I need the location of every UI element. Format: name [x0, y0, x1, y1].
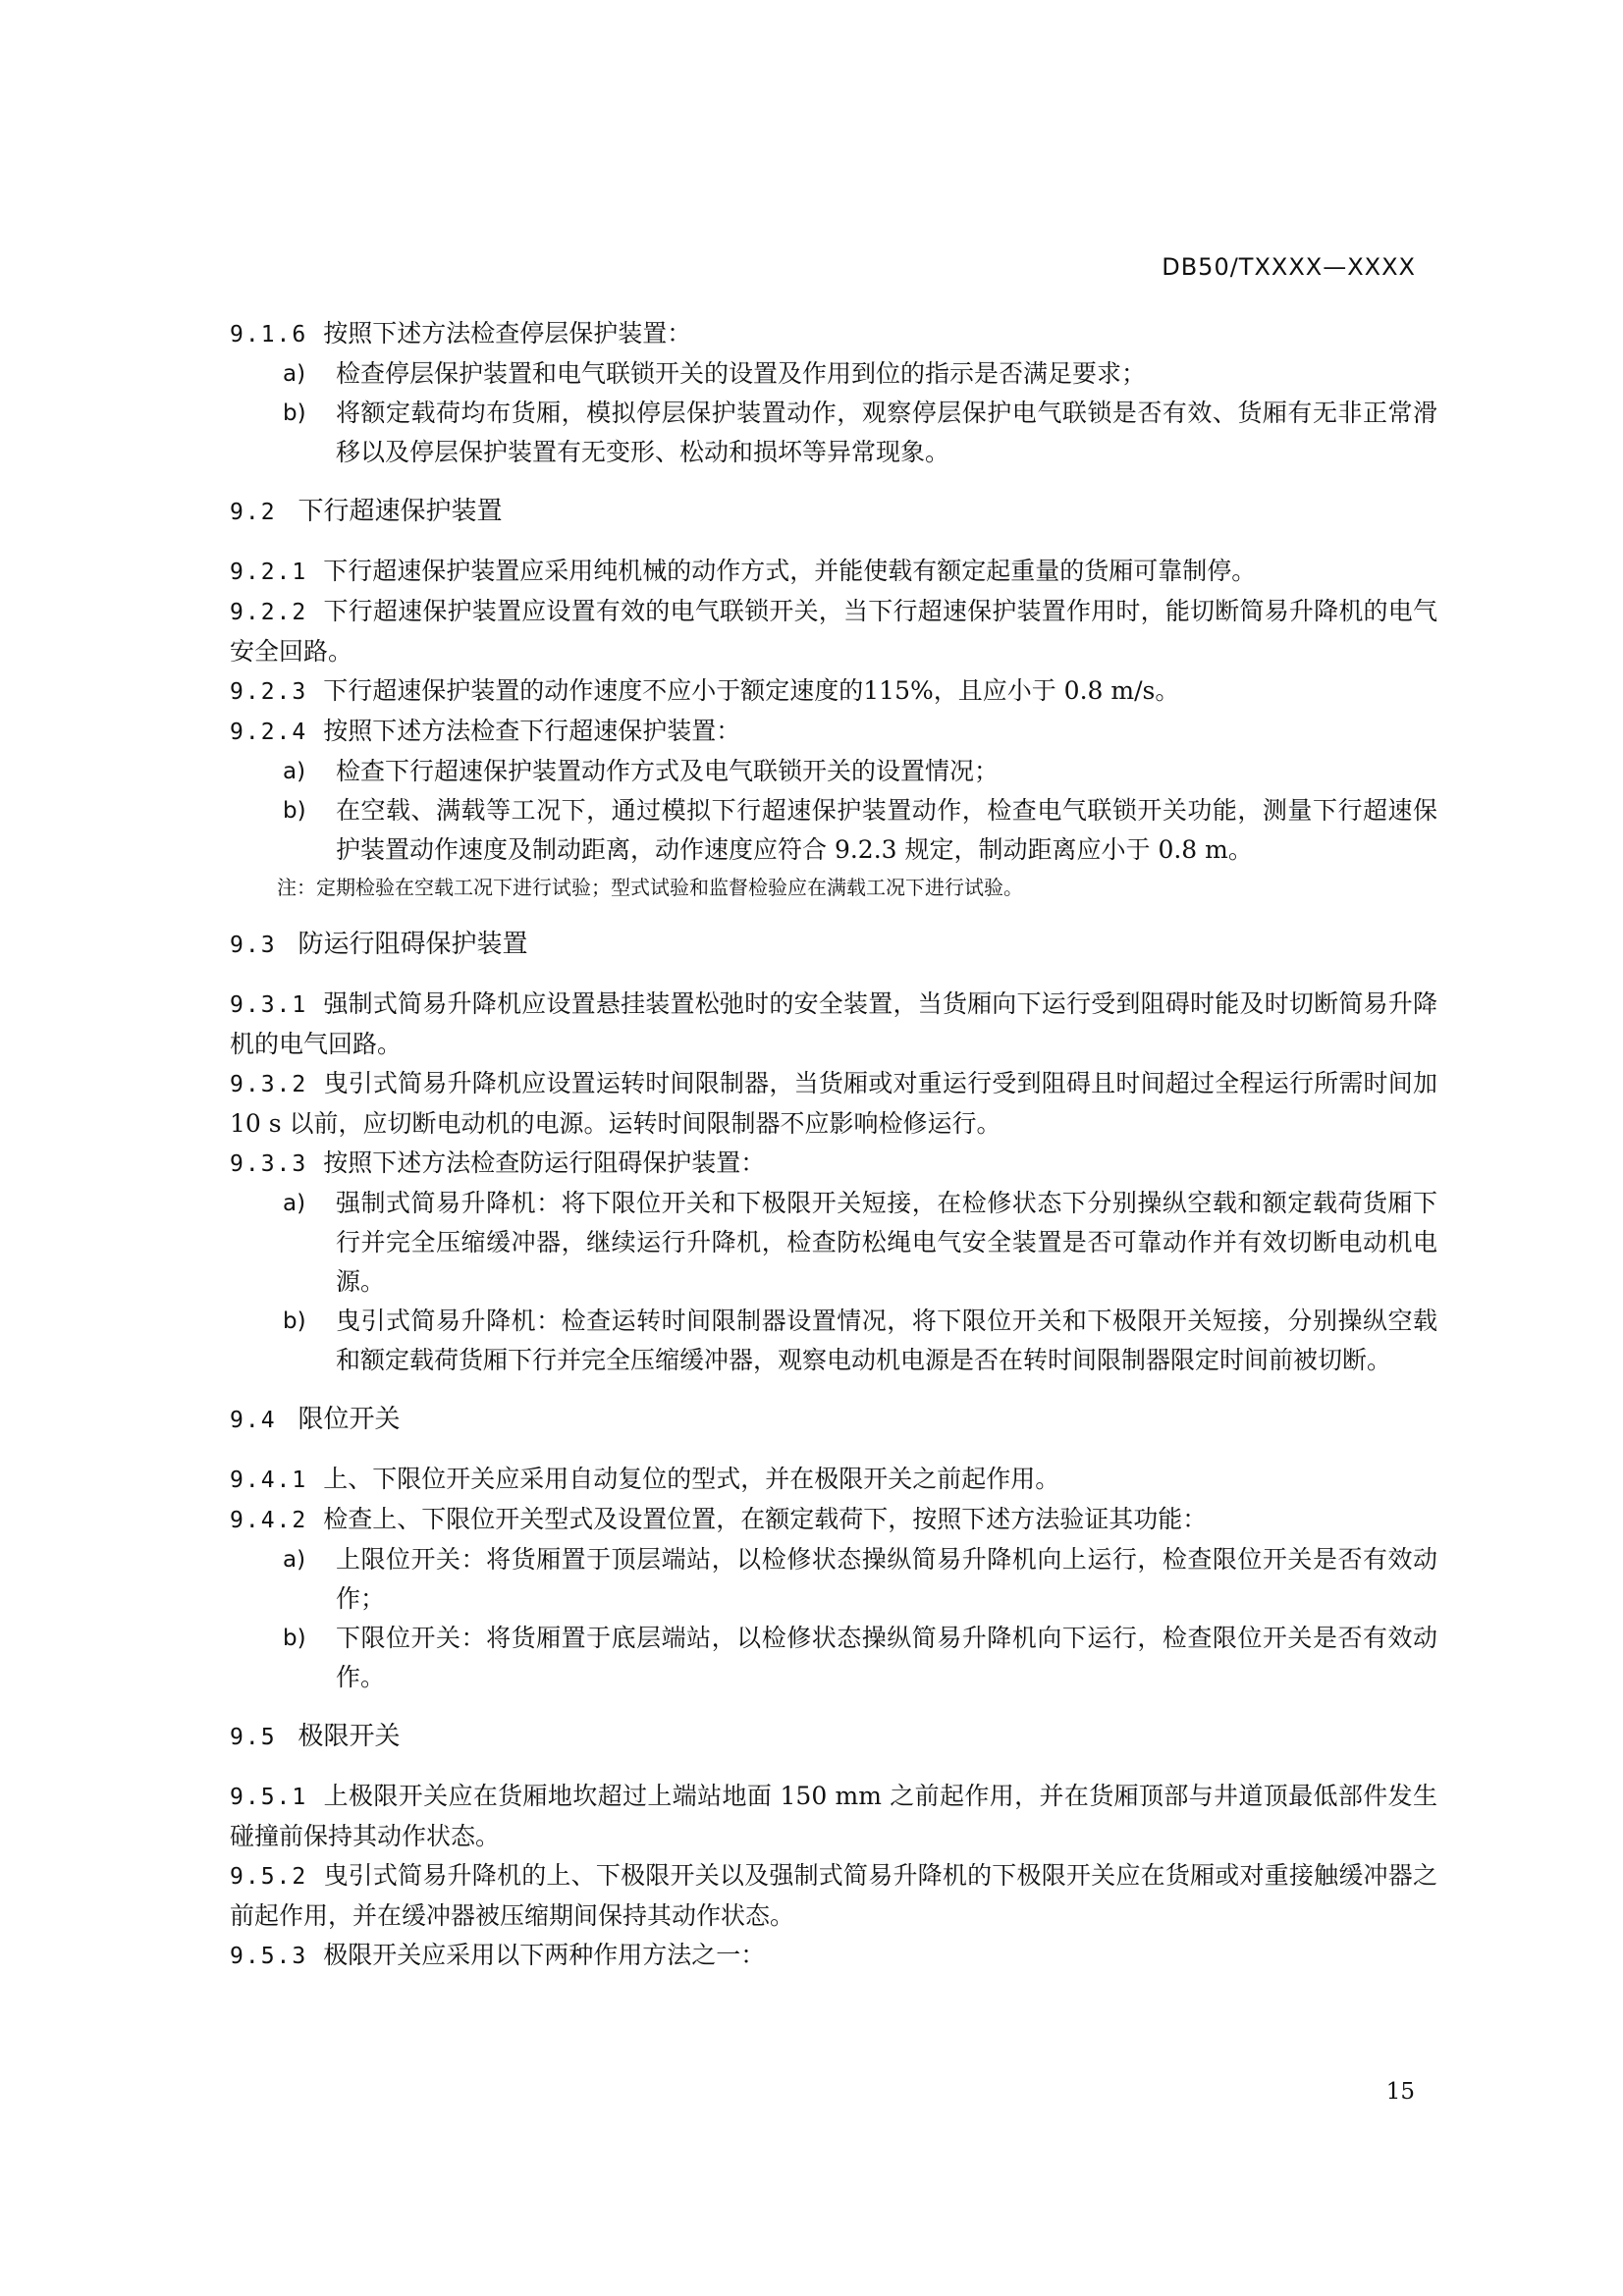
section-heading-9-2: [230, 492, 1437, 532]
clause-9-5-3: [230, 1936, 1437, 1976]
list-label: b): [283, 1626, 306, 1651]
list-item: [283, 1619, 1437, 1697]
clause-text: 极限开关应采用以下两种作用方法之一：: [323, 1941, 766, 1969]
page-number: 15: [1385, 2079, 1415, 2105]
list-item: [283, 1184, 1437, 1302]
clause-9-2-2: [230, 592, 1437, 671]
section-number: 9.3: [230, 933, 277, 958]
clause-9-3-2: [230, 1064, 1437, 1144]
list-text: 检查下行超速保护装置动作方式及电气联锁开关的设置情况；: [336, 757, 1000, 785]
clause-text: 上、下限位开关应采用自动复位的型式，并在极限开关之前起作用。: [323, 1465, 1060, 1493]
clause-9-3-1: [230, 985, 1437, 1064]
clause-number: 9.5.1: [230, 1785, 308, 1810]
clause-number: 9.5.2: [230, 1864, 308, 1890]
section-number: 9.2: [230, 500, 277, 525]
clause-text: 下行超速保护装置应采用纯机械的动作方式，并能使载有额定起重量的货厢可靠制停。: [323, 557, 1257, 585]
clause-9-5-1: [230, 1777, 1437, 1856]
clause-text: 按照下述方法检查停层保护装置：: [323, 319, 692, 347]
note: 注：定期检验在空载工况下进行试验；型式试验和监督检验应在满载工况下进行试验。: [277, 876, 1023, 899]
section-title: 极限开关: [298, 1722, 401, 1751]
list-text: 在空载、满载等工况下，通过模拟下行超速保护装置动作，检查电气联锁开关功能，测量下行超速保护装置动作速度及制动距离，动作速度应符合 9.2.3 规定，制动距离应小于 0.8 m。: [336, 796, 1437, 864]
clause-text: 按照下述方法检查下行超速保护装置：: [323, 717, 741, 745]
list-text: 上限位开关：将货厢置于顶层端站，以检修状态操纵简易升降机向上运行，检查限位开关是否有效动作；: [336, 1545, 1437, 1613]
clause-9-2-4: [230, 712, 1437, 752]
list-text: 强制式简易升降机：将下限位开关和下极限开关短接，在检修状态下分别操纵空载和额定载荷货厢下行并完全压缩缓冲器，继续运行升降机，检查防松绳电气安全装置是否可靠动作并有效切断电动机电源。: [336, 1189, 1437, 1296]
list-text: 曳引式简易升降机：检查运转时间限制器设置情况，将下限位开关和下极限开关短接，分别操纵空载和额定载荷货厢下行并完全压缩缓冲器，观察电动机电源是否在转时间限制器限定时间前被切断。: [336, 1307, 1437, 1374]
list-label: a): [283, 361, 306, 387]
section-heading-9-4: [230, 1400, 1437, 1440]
clause-text: 检查上、下限位开关型式及设置位置，在额定载荷下，按照下述方法验证其功能：: [323, 1505, 1208, 1533]
clause-9-2-1: [230, 552, 1437, 592]
clause-9-1-6: [230, 314, 1437, 354]
section-title: 防运行阻碍保护装置: [298, 930, 528, 959]
clause-9-5-2: [230, 1856, 1437, 1936]
list-label: a): [283, 1191, 306, 1216]
clause-9-3-3: [230, 1144, 1437, 1184]
list-label: a): [283, 1547, 306, 1573]
clause-number: 9.3.3: [230, 1151, 308, 1177]
section-title: 下行超速保护装置: [298, 497, 503, 526]
clause-9-4-2: [230, 1500, 1437, 1540]
list-label: b): [283, 400, 306, 426]
section-title: 限位开关: [298, 1405, 401, 1434]
list-item: [283, 791, 1437, 870]
clause-number: 9.2.4: [230, 720, 308, 745]
list-label: a): [283, 759, 306, 784]
list-item: [283, 394, 1437, 472]
section-number: 9.5: [230, 1725, 277, 1750]
clause-text: 曳引式简易升降机应设置运转时间限制器，当货厢或对重运行受到阻碍且时间超过全程运行所需时间加 10 s 以前，应切断电动机的电源。运转时间限制器不应影响检修运行。: [230, 1069, 1437, 1138]
section-heading-9-3: [230, 925, 1437, 965]
list-item: [283, 752, 1437, 791]
list-text: 检查停层保护装置和电气联锁开关的设置及作用到位的指示是否满足要求；: [336, 359, 1147, 388]
list-text: 将额定载荷均布货厢，模拟停层保护装置动作，观察停层保护电气联锁是否有效、货厢有无非正常滑移以及停层保护装置有无变形、松动和损坏等异常现象。: [336, 399, 1437, 466]
clause-number: 9.4.2: [230, 1508, 308, 1533]
clause-number: 9.5.3: [230, 1944, 308, 1969]
list-item: [283, 354, 1437, 394]
clause-number: 9.2.1: [230, 560, 308, 585]
clause-number: 9.2.3: [230, 679, 308, 705]
clause-number: 9.3.1: [230, 992, 308, 1018]
list-label: b): [283, 798, 306, 824]
list-item: [283, 1540, 1437, 1619]
clause-number: 9.1.6: [230, 322, 308, 347]
document-body: [230, 314, 1437, 1976]
section-number: 9.4: [230, 1408, 277, 1433]
clause-9-4-1: [230, 1460, 1437, 1500]
list-text: 下限位开关：将货厢置于底层端站，以检修状态操纵简易升降机向下运行，检查限位开关是否有效动作。: [336, 1624, 1437, 1691]
clause-9-2-3: [230, 671, 1437, 712]
clause-number: 9.4.1: [230, 1468, 308, 1493]
document-code: DB50/TXXXX—XXXX: [1162, 253, 1416, 281]
clause-text: 按照下述方法检查防运行阻碍保护装置：: [323, 1148, 766, 1177]
list-label: b): [283, 1308, 306, 1334]
clause-text: 曳引式简易升降机的上、下极限开关以及强制式简易升降机的下极限开关应在货厢或对重接触缓冲器之前起作用，并在缓冲器被压缩期间保持其动作状态。: [230, 1861, 1437, 1930]
clause-text: 强制式简易升降机应设置悬挂装置松弛时的安全装置，当货厢向下运行受到阻碍时能及时切断简易升降机的电气回路。: [230, 989, 1437, 1058]
clause-text: 上极限开关应在货厢地坎超过上端站地面 150 mm 之前起作用，并在货厢顶部与井道顶最低部件发生碰撞前保持其动作状态。: [230, 1782, 1437, 1850]
clause-number: 9.3.2: [230, 1072, 308, 1097]
list-item: [283, 1302, 1437, 1380]
clause-text: 下行超速保护装置应设置有效的电气联锁开关，当下行超速保护装置作用时，能切断简易升降机的电气安全回路。: [230, 597, 1437, 666]
clause-number: 9.2.2: [230, 600, 308, 625]
section-heading-9-5: [230, 1717, 1437, 1757]
clause-text: 下行超速保护装置的动作速度不应小于额定速度的115%，且应小于 0.8 m/s。: [323, 676, 1180, 705]
